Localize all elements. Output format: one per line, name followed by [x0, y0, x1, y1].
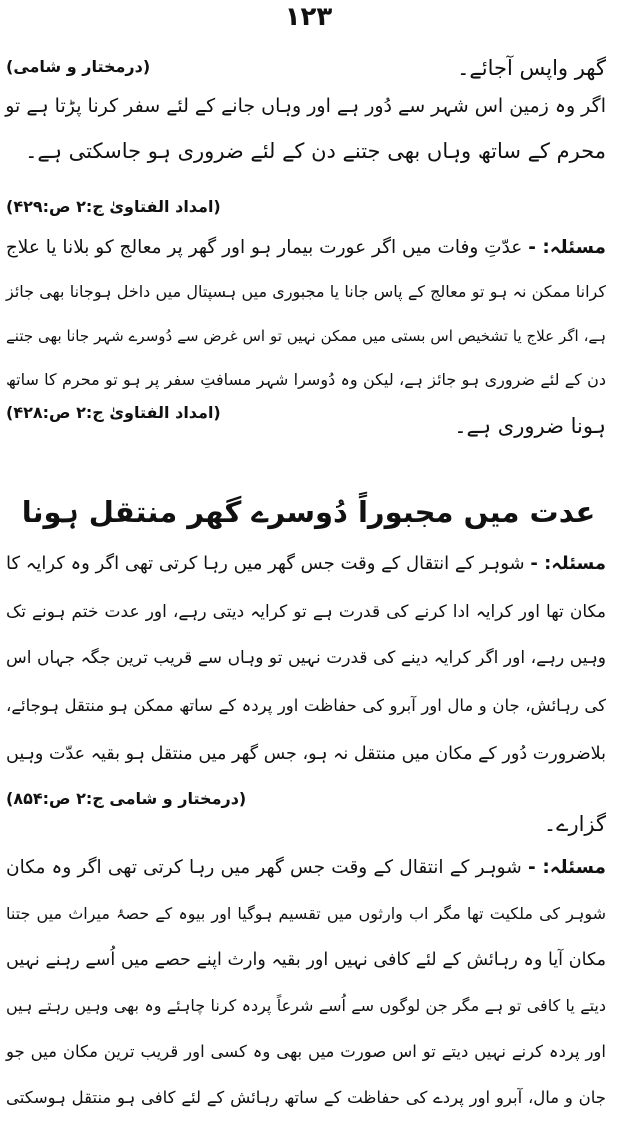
text-line: ہے، اگر علاج یا تشخیص اس بستی میں ممکن نہیں تو اس غرض سے دُوسرے شہر جانا بھی جتنے: [6, 327, 606, 345]
text-line: کی رہائش، جان و مال اور آبرو کی حفاظت اور پردہ کے ساتھ ممکن ہو منتقل ہوجائے،: [6, 696, 606, 715]
text-line: اگر وہ زمین اس شہر سے دُور ہے اور وہاں جانے کے لئے سفر کرنا پڑتا ہے تو: [5, 95, 606, 117]
text-line: شوہر کی ملکیت تھا مگر اب وارثوں میں تقسیم ہوگیا اور بیوہ کے حصۂ میراث میں جتنا: [6, 904, 606, 923]
text-line: مکان آیا وہ رہائش کے لئے کافی نہیں اور بقیہ وارث اپنے حصے میں اُسے رہنے نہیں: [6, 950, 606, 970]
masala-text: شوہر کے انتقال کے وقت جس گھر میں رہا کرتی تھی اگر وہ کرایہ کا: [6, 553, 525, 574]
masala-text: عدّتِ وفات میں اگر عورت بیمار ہو اور گھر پر معالج کو بلانا یا علاج: [5, 237, 523, 258]
masala-line: [6, 548, 606, 580]
masala-line: [6, 232, 606, 264]
text-line: جان و مال، آبرو اور پردے کی حفاظت کے ساتھ رہائش کے لئے کافی ہو منتقل ہوسکتی: [6, 1088, 606, 1107]
text-line: کرانا ممکن نہ ہو تو معالج کے پاس جانا یا مجبوری میں ہسپتال میں داخل ہوجانا بھی جائز: [6, 282, 606, 301]
masala-label: مسئلہ: -: [527, 857, 606, 878]
text-line: ہونا ضروری ہے۔: [454, 414, 606, 438]
text-line: گھر واپس آجائے۔: [457, 56, 606, 80]
text-line: گزارے۔: [543, 812, 606, 836]
masala-text: شوہر کے انتقال کے وقت جس گھر میں رہا کرتی تھی اگر وہ مکان: [6, 857, 522, 878]
reference-citation: (درمختار و شامی): [6, 57, 151, 76]
reference-citation: (امداد الفتاویٰ ج:۲ ص:۴۲۸): [6, 403, 221, 422]
text-line: دیتے یا کافی تو ہے مگر جن لوگوں سے اُسے شرعاً پردہ کرنا چاہئے وہ بھی وہیں رہتے ہیں: [6, 996, 606, 1015]
section-heading: عدت میں مجبوراً دُوسرے گھر منتقل ہونا: [21, 495, 596, 529]
reference-citation: (امداد الفتاویٰ ج:۲ ص:۴۲۹): [6, 197, 221, 216]
masala-label: مسئلہ: -: [530, 553, 607, 574]
text-line: بلاضرورت دُور کے مکان میں منتقل نہ ہو، جس گھر میں منتقل ہو بقیہ عدّت وہیں: [6, 744, 606, 764]
text-line: دن کے لئے ضروری ہو جائز ہے، لیکن وہ دُوسرا شہر مسافتِ سفر پر ہو تو محرم کا ساتھ: [6, 370, 606, 389]
text-line: وہیں رہے، اور اگر کرایہ دینے کی قدرت نہیں تو وہاں سے قریب ترین جگہ جہاں اس: [6, 648, 606, 668]
masala-line: [6, 852, 606, 884]
text-line: محرم کے ساتھ وہاں بھی جتنے دن کے لئے ضروری ہو جاسکتی ہے۔: [25, 139, 606, 163]
text-line: اور پردہ کرنے نہیں دیتے تو اس صورت میں بھی وہ کسی اور قریب ترین مکان میں جو: [6, 1042, 606, 1061]
page-number: ۱۲۳: [284, 2, 333, 32]
text-line: مکان تھا اور کرایہ ادا کرنے کی قدرت ہے تو کرایہ دیتی رہے، اور عدت ختم ہونے تک: [6, 602, 606, 622]
reference-citation: (درمختار و شامی ج:۲ ص:۸۵۴): [6, 789, 247, 808]
masala-label: مسئلہ: -: [528, 237, 606, 258]
